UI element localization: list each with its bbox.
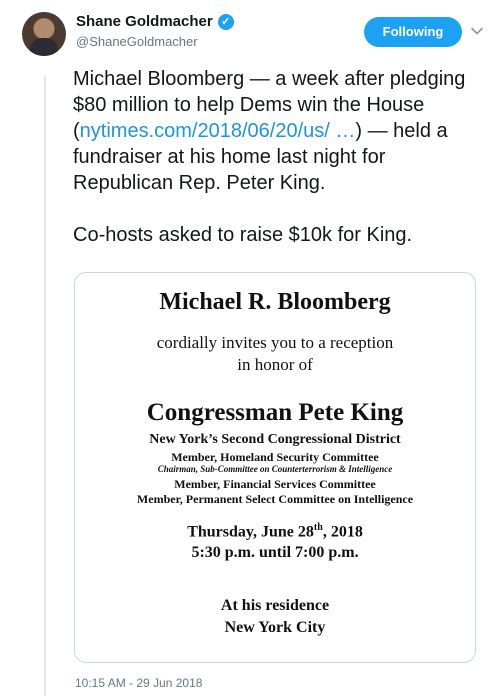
author-name-row[interactable] [76, 13, 234, 30]
invitation-date-year: , 2018 [322, 523, 363, 541]
invitation-date-suffix: th [313, 522, 323, 533]
invitation-date [75, 522, 475, 541]
tweet-paragraph-2: Co-hosts asked to raise $10k for King. [73, 224, 413, 246]
invitation-date-prefix: Thursday, June 28 [187, 523, 314, 541]
tweet-timestamp[interactable]: 10:15 AM - 29 Jun 2018 [75, 676, 203, 690]
invitation-host: Michael R. Bloomberg [159, 289, 391, 315]
invitation-member-line: Member, Permanent Select Committee on Intelligence [136, 492, 414, 506]
author-handle[interactable]: @ShaneGoldmacher [76, 34, 198, 49]
invitation-image[interactable] [74, 272, 476, 663]
verified-badge-icon: ✓ [218, 14, 234, 30]
invitation-time: 5:30 p.m. until 7:00 p.m. [191, 544, 359, 561]
tweet-header [0, 0, 502, 64]
tweet-text-before-link: Michael Bloomberg — a week after pledging $80 million to help Dems win the House ( [73, 68, 466, 142]
avatar[interactable] [22, 12, 66, 56]
invitation-district: New York’s Second Congressional District [149, 432, 401, 447]
tweet-paragraph-1 [73, 66, 473, 196]
tweet-text [73, 66, 473, 248]
conversation-rail [44, 76, 46, 696]
invitation-cordial-line: cordially invites you to a reception [156, 333, 394, 352]
invitation-place-line: New York City [224, 619, 326, 636]
article-link[interactable]: nytimes.com/2018/06/20/us/ … [79, 120, 356, 142]
following-button[interactable]: Following [364, 17, 462, 47]
invitation-guest: Congressman Pete King [146, 399, 404, 426]
invitation-honor-line: in honor of [237, 355, 313, 374]
invitation-member-line: Member, Financial Services Committee [174, 477, 376, 491]
invitation-member-line: Member, Homeland Security Committee [171, 450, 379, 464]
invitation-chairman-line: Chairman, Sub-Committee on Counterterrorism & Intelligence [157, 464, 393, 474]
author-name[interactable]: Shane Goldmacher [76, 13, 213, 30]
chevron-down-icon[interactable] [470, 24, 484, 38]
invitation-place-line: At his residence [220, 597, 330, 614]
tweet-text-after-link: ) — held a fundraiser at his home last night for Republican Rep. Peter King. [73, 120, 448, 194]
